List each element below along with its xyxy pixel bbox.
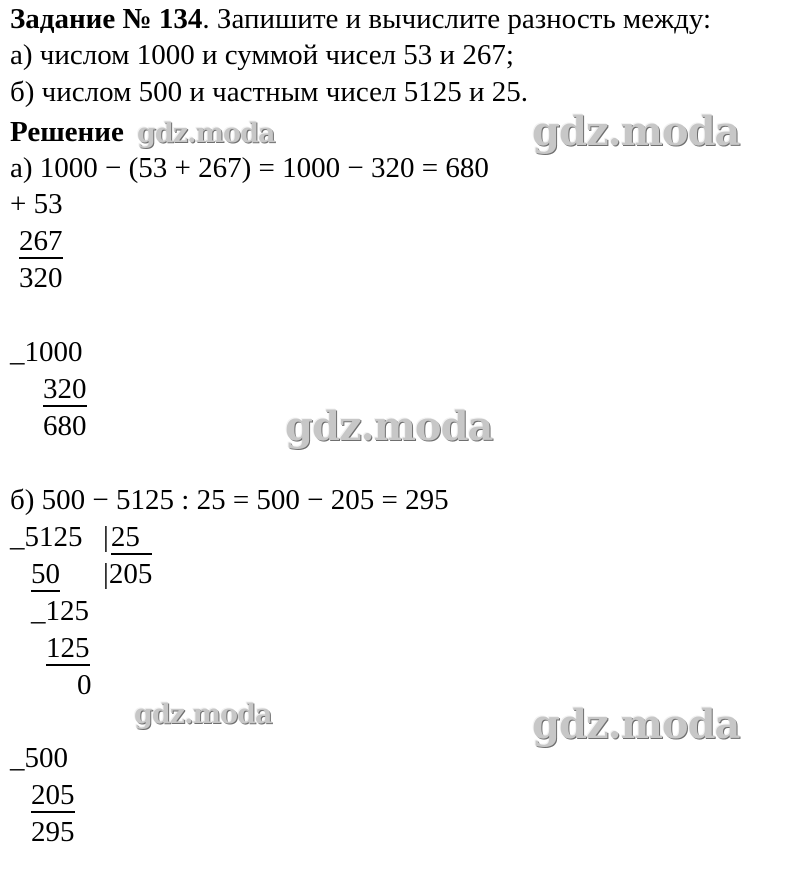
minuend-b: 500: [24, 742, 68, 774]
minus-sign: _: [10, 336, 25, 368]
plus-sign: +: [10, 188, 27, 220]
division-remainder-2: 0: [77, 669, 92, 701]
division-first-row: [10, 520, 83, 554]
equation-b: б) 500 − 5125 : 25 = 500 − 205 = 295: [10, 484, 449, 516]
dividend: 5125: [24, 521, 83, 553]
divisor: 25: [111, 521, 152, 555]
task-item-b: б) числом 500 и частным чисел 5125 и 25.: [10, 76, 528, 108]
division-step-1: [31, 557, 60, 591]
addition-first-row: [10, 187, 63, 221]
task-title-text: . Запишите и вычислите разность между:: [202, 3, 712, 35]
division-remainder-1: [31, 594, 89, 628]
minuend-a: 1000: [24, 336, 83, 368]
watermark: gdz.moda: [285, 403, 493, 450]
watermark: gdz.moda: [134, 699, 272, 730]
addition-result: 320: [19, 262, 63, 294]
subtraction-b-second-row: [31, 778, 75, 812]
task-item-a: а) числом 1000 и суммой чисел 53 и 267;: [10, 39, 514, 71]
subtraction-b-result: 295: [31, 816, 75, 848]
subtraction-b-first-row: [10, 741, 68, 775]
quotient-row: |205: [103, 558, 153, 590]
addend-second: 267: [19, 225, 63, 257]
solution-heading: Решение: [10, 116, 124, 148]
subtraction-a-result: 680: [43, 410, 87, 442]
division-minus-sign: _: [10, 521, 25, 553]
subtrahend-b: 205: [31, 779, 75, 811]
division-minus-sign-2: _: [31, 595, 46, 627]
watermark: gdz.moda: [137, 118, 275, 149]
divisor-row: |25: [103, 520, 152, 554]
watermark: gdz.moda: [532, 701, 740, 748]
addend-first: 53: [33, 188, 63, 220]
addition-second-row: [19, 224, 63, 258]
task-title: [10, 2, 711, 36]
task-number: Задание № 134: [10, 3, 203, 35]
equation-a: а) 1000 − (53 + 267) = 1000 − 320 = 680: [10, 152, 489, 184]
division-step-2-value: 125: [46, 632, 90, 664]
subtraction-a-second-row: [43, 372, 87, 406]
subtraction-a-first-row: [10, 335, 83, 369]
division-step-2: [46, 631, 90, 665]
division-step-1-value: 50: [31, 558, 60, 590]
remainder-1: 125: [45, 595, 89, 627]
minus-sign-b: _: [10, 742, 25, 774]
subtrahend-a: 320: [43, 373, 87, 405]
watermark: gdz.moda: [532, 108, 740, 155]
quotient: 205: [108, 558, 153, 590]
